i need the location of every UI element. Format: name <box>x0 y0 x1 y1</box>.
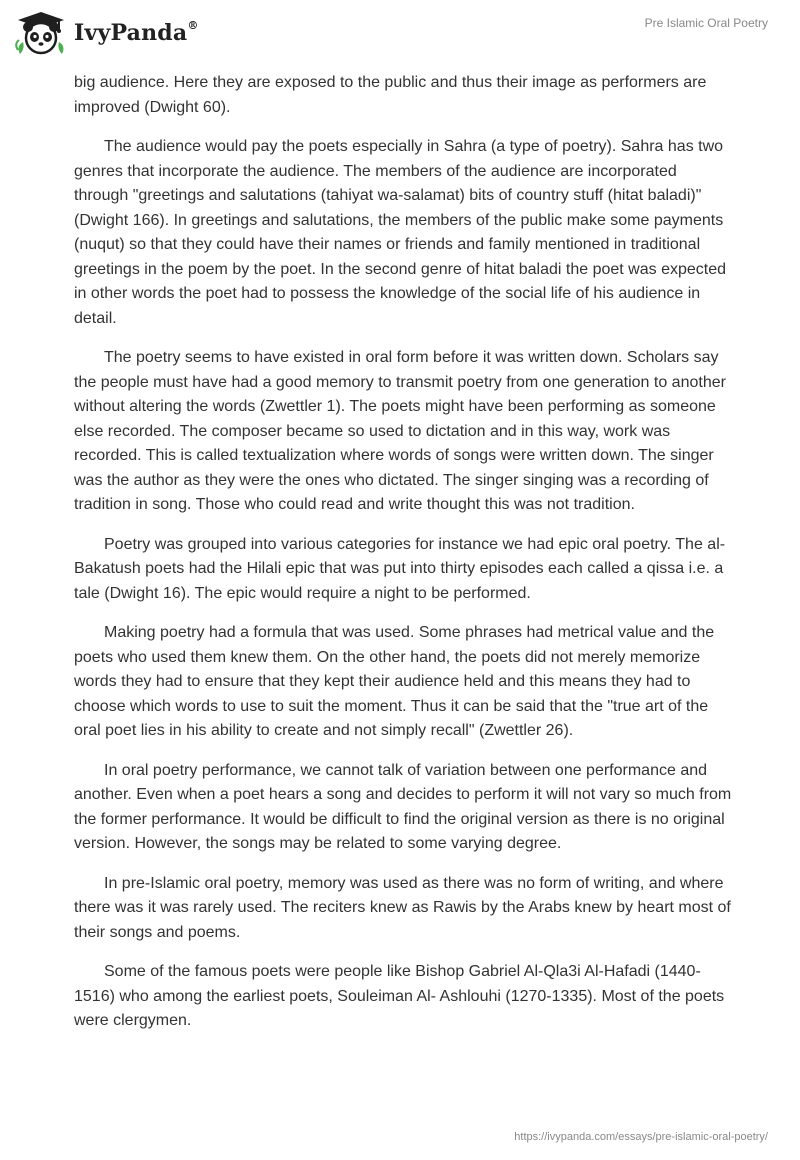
page-header <box>0 0 800 70</box>
paragraph: Making poetry had a formula that was used. Some phrases had metrical value and the poets who used them knew them. On the other hand, the poets did not merely memorize words they had to ensure that they kept their audience held and this means they had to choose which words to use to suit the moment. Thus it can be said that the "true art of the oral poet lies in his ability to create and not simply recall" (Zwettler 26). <box>74 624 715 739</box>
paragraph: The audience would pay the poets especially in Sahra (a type of poetry). Sahra has two genres that incorporate the audience. The members of the audience are incorporated through "greetings and salutations (tahiyat wa-salamat) bits of country stuff (hitat baladi)" (Dwight 166). In greetings and salutations, the members of the public make some payments (nuqut) so that they could have their names or friends and family mentioned in traditional greetings in the poem by the poet. In the second genre of hitat baladi the poet was expected in other words the poet had to possess the knowledge of the social life of his audience in detail. <box>74 138 726 327</box>
logo[interactable] <box>14 10 199 56</box>
logo-text: IvyPanda® <box>74 18 199 46</box>
essay-body <box>74 71 734 1049</box>
panda-logo-icon <box>14 10 68 56</box>
paragraph: big audience. Here they are exposed to the public and thus their image as performers are improved (Dwight 60). <box>74 74 707 116</box>
paragraph: In pre-Islamic oral poetry, memory was used as there was no form of writing, and where there was it was rarely used. The reciters knew as Rawis by the Arabs knew by heart most of their songs and poems. <box>74 874 731 941</box>
paragraph: In oral poetry performance, we cannot talk of variation between one performance and another. Even when a poet hears a song and decides to perform it will not vary so much from the former performance. It would be difficult to find the original version as there is no original version. However, the songs may be related to some varying degree. <box>74 761 732 852</box>
paragraph: Poetry was grouped into various categories for instance we had epic oral poetry. The al-Bakatush poets had the Hilali epic that was put into thirty episodes each called a qissa i.e. a tale (Dwight 16). The epic would require a night to be performed. <box>74 535 726 602</box>
source-url[interactable]: https://ivypanda.com/essays/pre-islamic-oral-poetry/ <box>514 1131 768 1143</box>
paragraph: Some of the famous poets were people like Bishop Gabriel Al-Qla3i Al-Hafadi (1440-1516) who among the earliest poets, Souleiman Al- Ashlouhi (1270-1335). Most of the poets were clergymen. <box>74 963 725 1029</box>
paragraph: The poetry seems to have existed in oral form before it was written down. Scholars say the people must have had a good memory to transmit poetry from one generation to another without altering the words (Zwettler 1). The poets might have been performing as someone else recorded. The composer became so used to dictation and in this way, work was recorded. This is called textualization where words of songs were written down. The singer was the author as they were the ones who dictated. The singer singing was a recording of tradition in song. Those who could read and write thought this was not tradition. <box>74 349 726 513</box>
document-title: Pre Islamic Oral Poetry <box>644 16 768 30</box>
